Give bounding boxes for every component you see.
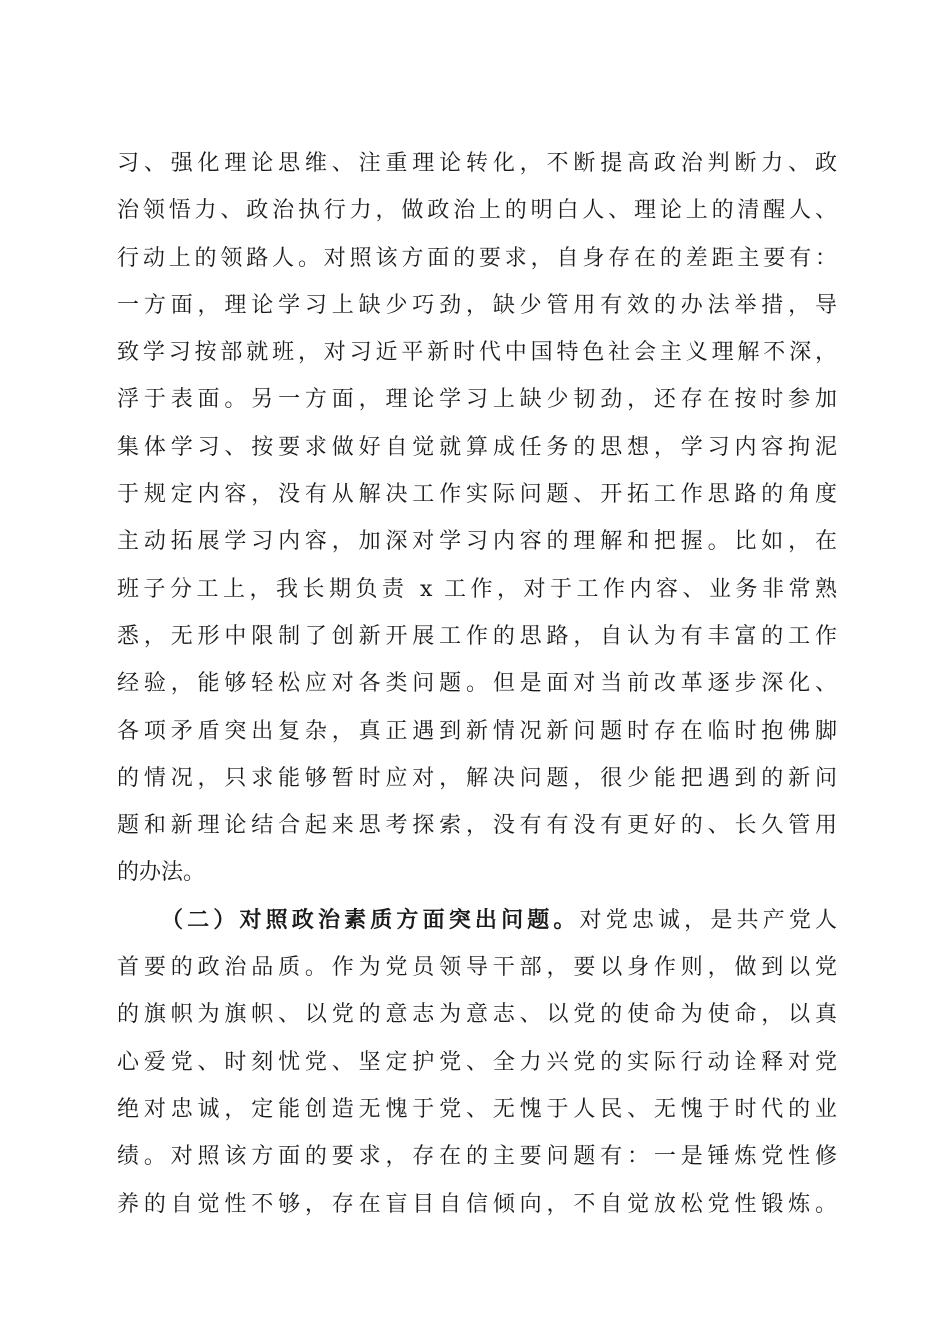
document-body (117, 140, 837, 1228)
text-line: 绝对忠诚，定能创造无愧于党、无愧于人民、无愧于时代的业 (117, 1096, 837, 1122)
text-line: 的情况，只求能够暂时应对，解决问题，很少能把遇到的新问 (117, 765, 837, 791)
text-line: 各项矛盾突出复杂，真正遇到新情况新问题时存在临时抱佛脚 (117, 718, 837, 744)
text-line: 养的自觉性不够，存在盲目自信倾向，不自觉放松党性锻炼。 (117, 1191, 837, 1217)
text-line: 行动上的领路人。对照该方面的要求，自身存在的差距主要有： (117, 245, 837, 271)
text-line: 习、强化理论思维、注重理论转化，不断提高政治判断力、政 (117, 151, 837, 176)
section-heading: （二）对照政治素质方面突出问题。 (161, 906, 580, 933)
text-line: 浮于表面。另一方面，理论学习上缺少韧劲，还存在按时参加 (117, 387, 837, 413)
text-run: 对党忠诚，是共产党人 (579, 907, 837, 933)
text-line: 心爱党、时刻忧党、坚定护党、全力兴党的实际行动诠释对党 (117, 1049, 837, 1075)
text-line (117, 897, 837, 944)
text-line: 题和新理论结合起来思考探索，没有有没有更好的、长久管用 (117, 813, 837, 839)
text-line: 绩。对照该方面的要求，存在的主要问题有：一是锤炼党性修 (117, 1144, 837, 1170)
text-line: 经验，能够轻松应对各类问题。但是面对当前改革逐步深化、 (117, 671, 837, 697)
text-line: 治领悟力、政治执行力，做政治上的明白人、理论上的清醒人、 (117, 198, 837, 224)
text-line: 首要的政治品质。作为党员领导干部，要以身作则，做到以党 (117, 955, 837, 981)
text-line: 于规定内容，没有从解决工作实际问题、开拓工作思路的角度 (117, 482, 837, 508)
text-line: 集体学习、按要求做好自觉就算成任务的思想，学习内容拘泥 (117, 434, 837, 460)
paragraph-theory-study (117, 140, 837, 897)
text-line: 悉，无形中限制了创新开展工作的思路，自认为有丰富的工作 (117, 623, 837, 649)
paragraph-political-quality (117, 897, 837, 1228)
text-line: 班子分工上，我长期负责 x 工作，对于工作内容、业务非常熟 (117, 576, 837, 602)
text-line: 的旗帜为旗帜、以党的意志为意志、以党的使命为使命，以真 (117, 1002, 837, 1028)
text-line: 致学习按部就班，对习近平新时代中国特色社会主义理解不深， (117, 340, 837, 366)
text-line: 的办法。 (117, 860, 206, 886)
text-line: 主动拓展学习内容，加深对学习内容的理解和把握。比如，在 (117, 529, 837, 555)
text-line: 一方面，理论学习上缺少巧劲，缺少管用有效的办法举措，导 (117, 292, 837, 318)
